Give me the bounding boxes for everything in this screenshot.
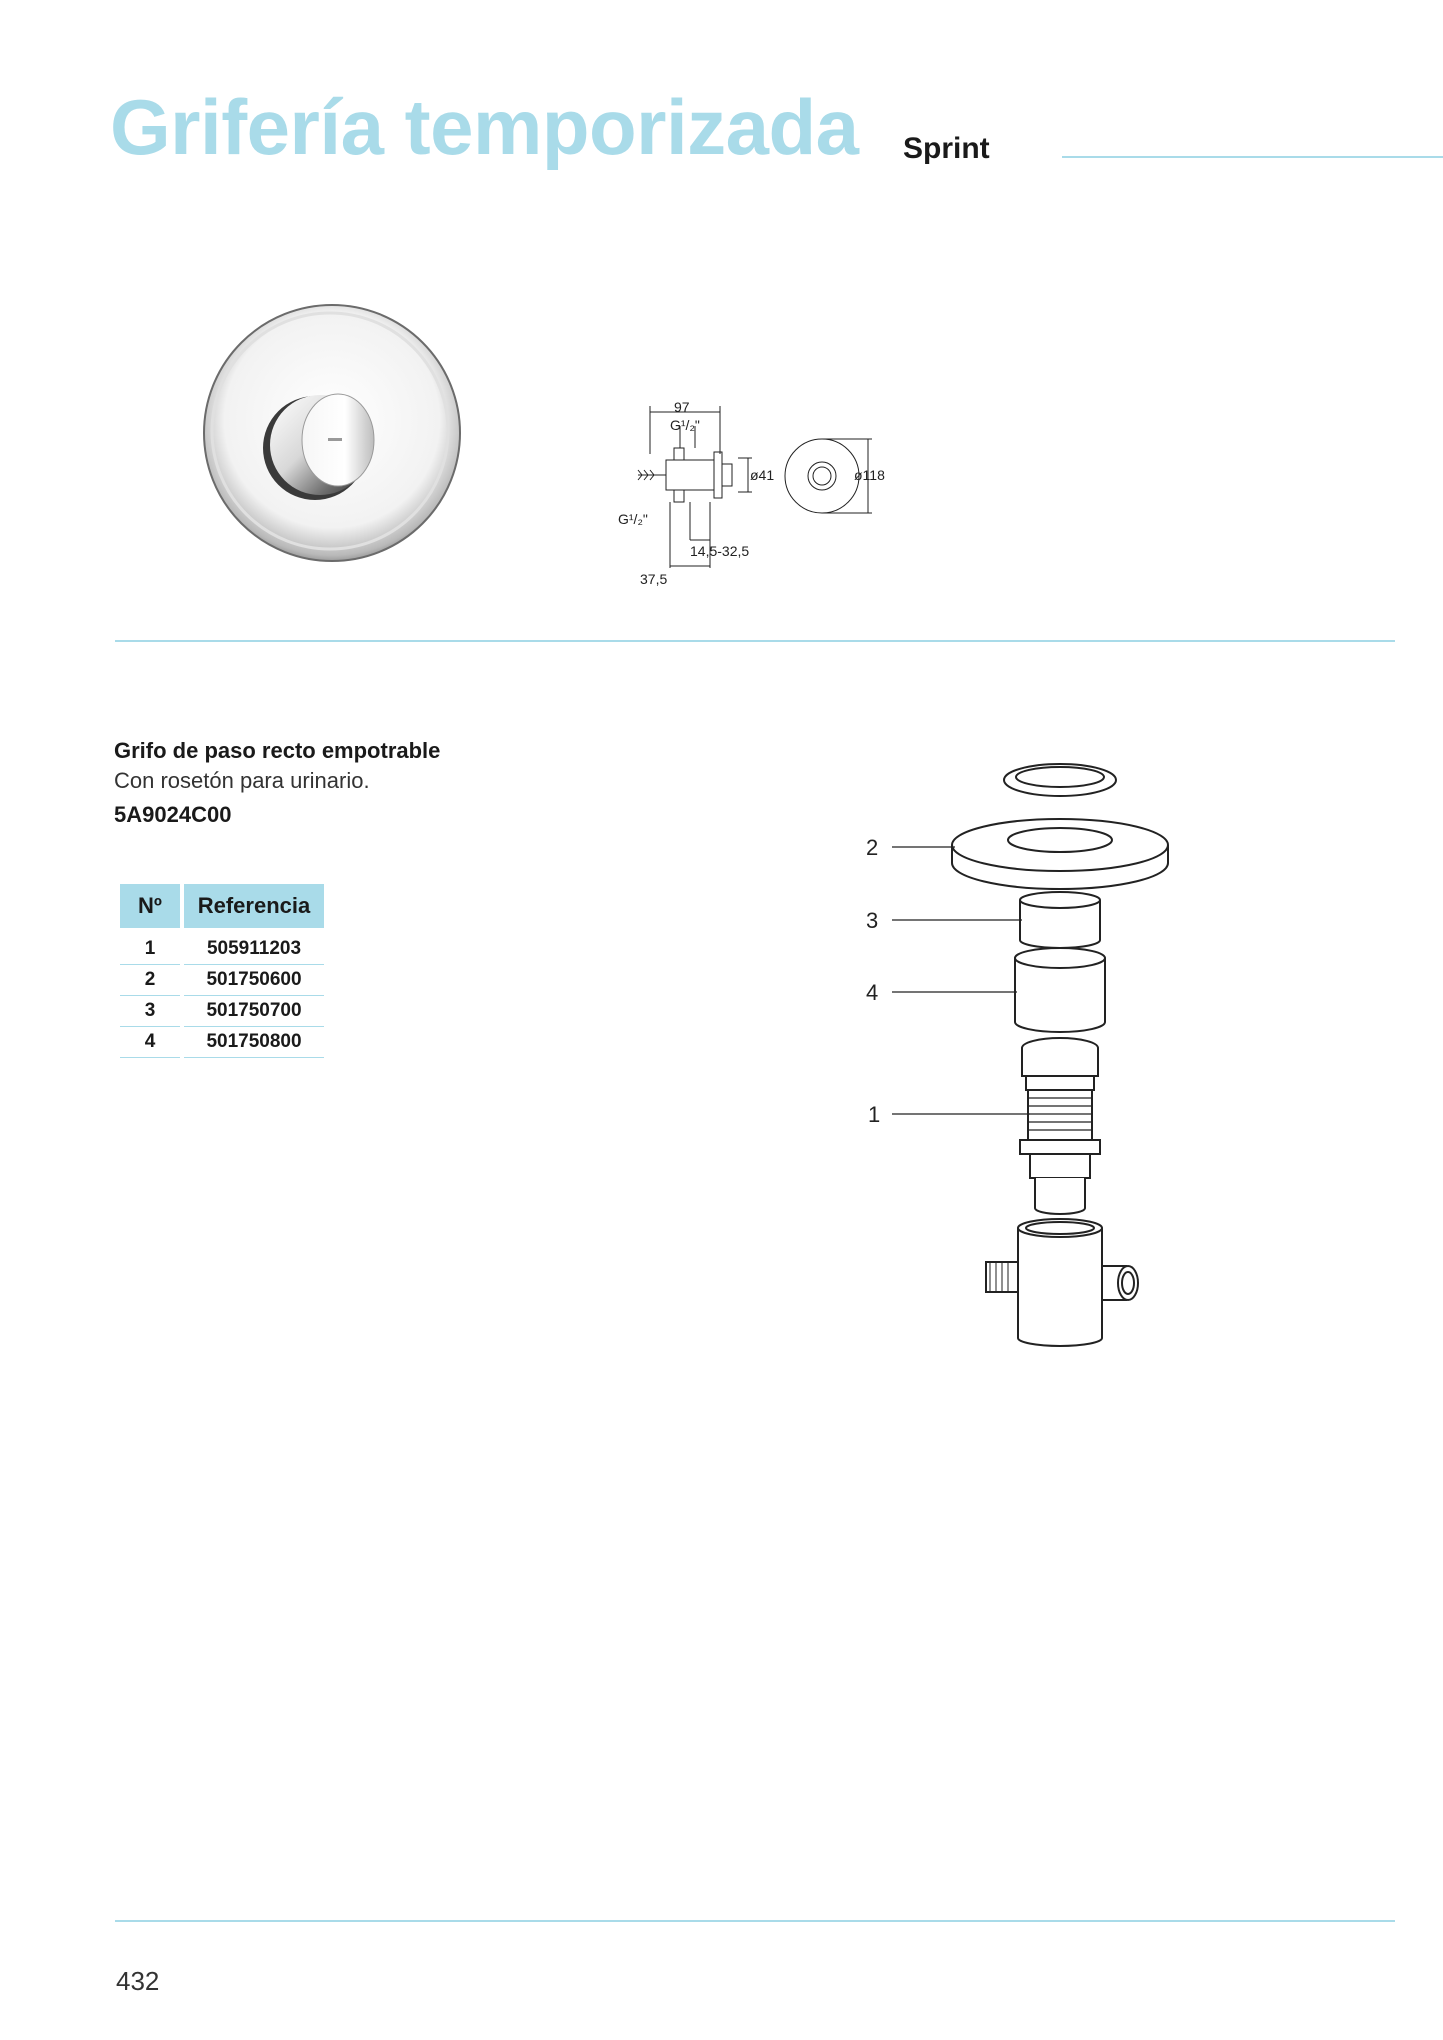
table-row [120, 1027, 324, 1058]
col-reference-header: Referencia [184, 884, 324, 928]
page-number: 432 [116, 1966, 160, 1996]
page-title: Grifería temporizada [110, 83, 859, 171]
table-row [120, 996, 324, 1027]
callout-4: 4 [866, 980, 879, 1005]
part-number: 4 [120, 1027, 180, 1058]
part-reference: 501750700 [184, 996, 324, 1027]
series-name: Sprint [903, 132, 990, 165]
part-reference: 501750600 [184, 965, 324, 996]
callout-1: 1 [868, 1102, 881, 1127]
product-code: 5A9024C00 [114, 802, 232, 827]
part-number: 3 [120, 996, 180, 1027]
col-number-header: Nº [120, 884, 180, 928]
part-number: 2 [120, 965, 180, 996]
callout-3: 3 [866, 908, 879, 933]
callout-2: 2 [866, 835, 879, 860]
dim-width: 97 [674, 399, 690, 415]
product-photo [150, 290, 490, 600]
table-row [120, 965, 324, 996]
parts-table [116, 884, 328, 1058]
product-name: Grifo de paso recto empotrable [114, 738, 441, 763]
table-row [120, 928, 324, 965]
dim-diameter-small: ø41 [750, 467, 775, 483]
dim-thread-bottom: G¹/₂" [618, 511, 648, 527]
section-divider [115, 640, 1395, 642]
product-description: Con rosetón para urinario. [114, 768, 370, 793]
header-divider [1062, 156, 1443, 158]
dim-depth: 37,5 [640, 571, 668, 587]
dim-diameter-large: ø118 [854, 467, 885, 483]
exploded-parts-diagram [850, 740, 1190, 1370]
part-reference: 505911203 [184, 928, 324, 965]
part-number: 1 [120, 928, 180, 965]
footer-divider [115, 1920, 1395, 1922]
part-reference: 501750800 [184, 1027, 324, 1058]
dimension-drawing [610, 390, 910, 600]
dim-range: 14,5-32,5 [690, 543, 750, 559]
dim-thread-top: G¹/₂" [670, 417, 700, 433]
